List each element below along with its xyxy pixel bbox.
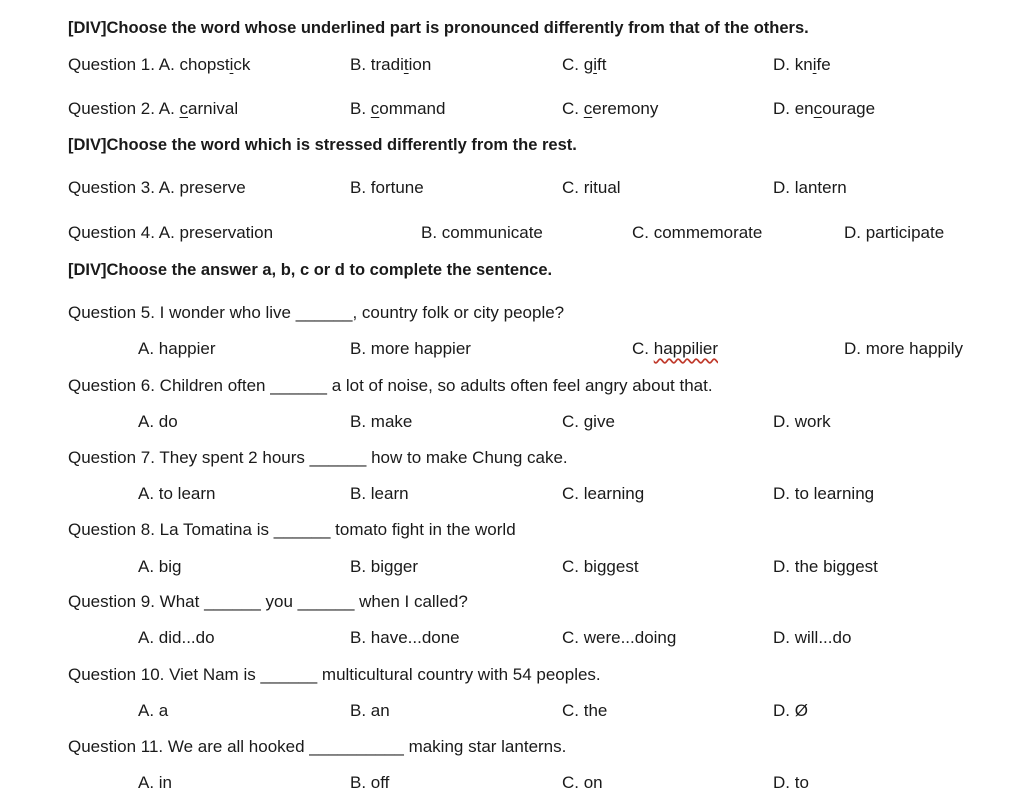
q6-stem xyxy=(68,374,713,398)
q9-blank-2: ______ xyxy=(297,592,355,611)
q1-c-underlined: i xyxy=(593,55,597,74)
q2-a-underlined: c xyxy=(179,99,189,118)
question-7 xyxy=(0,446,1024,470)
q11-option-b: B. off xyxy=(350,773,390,792)
section-1-heading xyxy=(0,16,1024,40)
question-3 xyxy=(0,176,1024,200)
q5-options xyxy=(0,337,1024,361)
question-2 xyxy=(0,97,1024,121)
q9-options xyxy=(0,626,1024,650)
question-10 xyxy=(0,663,1024,687)
q1-option-a xyxy=(68,53,250,77)
q11-text-2: making star lanterns. xyxy=(403,737,567,756)
q5-option-c xyxy=(632,337,718,361)
q5-option-a: A. happier xyxy=(138,339,216,358)
q9-option-c: C. were...doing xyxy=(562,628,677,647)
q1-c-pre: C. g xyxy=(562,55,594,74)
q6-option-b: B. make xyxy=(350,412,413,431)
q2-d-underlined: c xyxy=(813,99,823,118)
q11-blank: __________ xyxy=(309,737,404,756)
q3-option-a: Question 3. A. preserve xyxy=(68,178,246,197)
q3-option-c: C. ritual xyxy=(562,178,621,197)
q11-option-a: A. in xyxy=(138,773,173,792)
q8-option-c: C. biggest xyxy=(562,557,639,576)
q8-text-1: Question 8. La Tomatina is xyxy=(68,520,274,539)
question-11 xyxy=(0,735,1024,759)
q8-stem xyxy=(68,518,516,542)
question-6 xyxy=(0,374,1024,398)
q4-option-c: C. commemorate xyxy=(632,223,763,242)
q9-option-b: B. have...done xyxy=(350,628,460,647)
q9-option-d: D. will...do xyxy=(773,628,852,647)
q5-c-label: C. xyxy=(632,339,654,358)
q6-options xyxy=(0,410,1024,434)
q10-text-2: multicultural country with 54 peoples. xyxy=(317,665,601,684)
q5-text-1: Question 5. I wonder who live xyxy=(68,303,296,322)
q1-c-post: ft xyxy=(596,55,607,74)
question-8 xyxy=(0,518,1024,542)
q2-c-underlined: c xyxy=(583,99,593,118)
q2-d-pre: D. en xyxy=(773,99,814,118)
q10-option-c: C. the xyxy=(562,701,608,720)
q7-option-c: C. learning xyxy=(562,484,645,503)
q7-option-b: B. learn xyxy=(350,484,409,503)
q10-option-b: B. an xyxy=(350,701,390,720)
q2-option-a xyxy=(68,97,238,121)
q5-blank: ______ xyxy=(295,303,353,322)
q2-d-post: ourage xyxy=(822,99,876,118)
q7-options xyxy=(0,482,1024,506)
q4-option-a: Question 4. A. preservation xyxy=(68,223,274,242)
q9-stem xyxy=(68,590,468,614)
q11-stem xyxy=(68,735,566,759)
q5-text-2: , country folk or city people? xyxy=(352,303,565,322)
q1-option-c xyxy=(562,53,606,77)
q7-stem xyxy=(68,446,568,470)
q10-text-1: Question 10. Viet Nam is xyxy=(68,665,261,684)
q2-c-pre: C. xyxy=(562,99,584,118)
q4-option-b: B. communicate xyxy=(421,223,543,242)
q1-a-pre: chopst xyxy=(179,55,230,74)
section-2-title: [DIV]Choose the word which is stressed differently from the rest. xyxy=(68,136,577,154)
q8-option-a: A. big xyxy=(138,557,182,576)
q1-d-underlined: i xyxy=(812,55,817,74)
q1-a-post: ck xyxy=(233,55,251,74)
q1-b-underlined: t xyxy=(403,55,409,74)
question-5 xyxy=(0,301,1024,325)
q9-blank-1: ______ xyxy=(204,592,261,611)
q2-b-underlined: c xyxy=(370,99,380,118)
q2-c-post: eremony xyxy=(592,99,659,118)
q2-stem: Question 2. A. xyxy=(68,99,180,118)
q6-option-c: C. give xyxy=(562,412,615,431)
q1-stem: Question 1. A. xyxy=(68,55,180,74)
q6-blank: ______ xyxy=(270,376,327,395)
q2-option-c xyxy=(562,97,658,121)
q5-option-d: D. more happily xyxy=(844,339,964,358)
q5-option-b: B. more happier xyxy=(350,339,471,358)
q10-option-a: A. a xyxy=(138,701,169,720)
section-3-title: [DIV]Choose the answer a, b, c or d to complete the sentence. xyxy=(68,261,553,279)
q8-options xyxy=(0,555,1024,579)
section-3-heading xyxy=(0,258,1024,282)
q2-a-post: arnival xyxy=(188,99,239,118)
question-4 xyxy=(0,221,1024,245)
q3-option-b: B. fortune xyxy=(350,178,424,197)
q8-option-d: D. the biggest xyxy=(773,557,878,576)
q1-d-pre: D. kn xyxy=(773,55,813,74)
q5-stem xyxy=(68,301,564,325)
q5-c-word: happilier xyxy=(653,339,718,358)
q6-option-a: A. do xyxy=(138,412,178,431)
q1-b-pre: B. tradi xyxy=(350,55,404,74)
q7-text-1: Question 7. They spent 2 hours xyxy=(68,448,310,467)
question-9 xyxy=(0,590,1024,614)
q7-option-a: A. to learn xyxy=(138,484,216,503)
q1-option-b xyxy=(350,53,431,77)
q7-option-d: D. to learning xyxy=(773,484,875,503)
q11-text-1: Question 11. We are all hooked xyxy=(68,737,310,756)
question-1 xyxy=(0,53,1024,77)
q2-option-d xyxy=(773,97,875,121)
q2-b-pre: B. xyxy=(350,99,371,118)
q7-blank: ______ xyxy=(309,448,367,467)
q4-option-d: D. participate xyxy=(844,223,945,242)
q1-d-post: fe xyxy=(816,55,831,74)
q9-text-1: Question 9. What xyxy=(68,592,205,611)
section-2-heading xyxy=(0,133,1024,157)
q10-blank: ______ xyxy=(260,665,318,684)
q11-options xyxy=(0,771,1024,795)
q6-option-d: D. work xyxy=(773,412,831,431)
q11-option-d: D. to xyxy=(773,773,809,792)
q9-text-3: when I called? xyxy=(354,592,468,611)
q6-text-1: Question 6. Children often xyxy=(68,376,271,395)
q8-blank: ______ xyxy=(273,520,331,539)
q10-stem xyxy=(68,663,601,687)
q8-option-b: B. bigger xyxy=(350,557,419,576)
q3-option-d: D. lantern xyxy=(773,178,847,197)
q1-b-post: ion xyxy=(408,55,432,74)
q9-text-2: you xyxy=(260,592,298,611)
q10-option-d: D. Ø xyxy=(773,701,808,720)
q8-text-2: tomato fight in the world xyxy=(330,520,516,539)
q1-option-d xyxy=(773,53,831,77)
q6-text-2: a lot of noise, so adults often feel angry about that. xyxy=(326,376,713,395)
q2-option-b xyxy=(350,97,445,121)
section-1-title: [DIV]Choose the word whose underlined part is pronounced differently from that of the others. xyxy=(68,19,809,37)
q11-option-c: C. on xyxy=(562,773,603,792)
q1-a-underlined: i xyxy=(229,55,234,74)
q10-options xyxy=(0,699,1024,723)
q2-b-post: ommand xyxy=(379,99,446,118)
q7-text-2: how to make Chung cake. xyxy=(366,448,568,467)
q9-option-a: A. did...do xyxy=(138,628,215,647)
